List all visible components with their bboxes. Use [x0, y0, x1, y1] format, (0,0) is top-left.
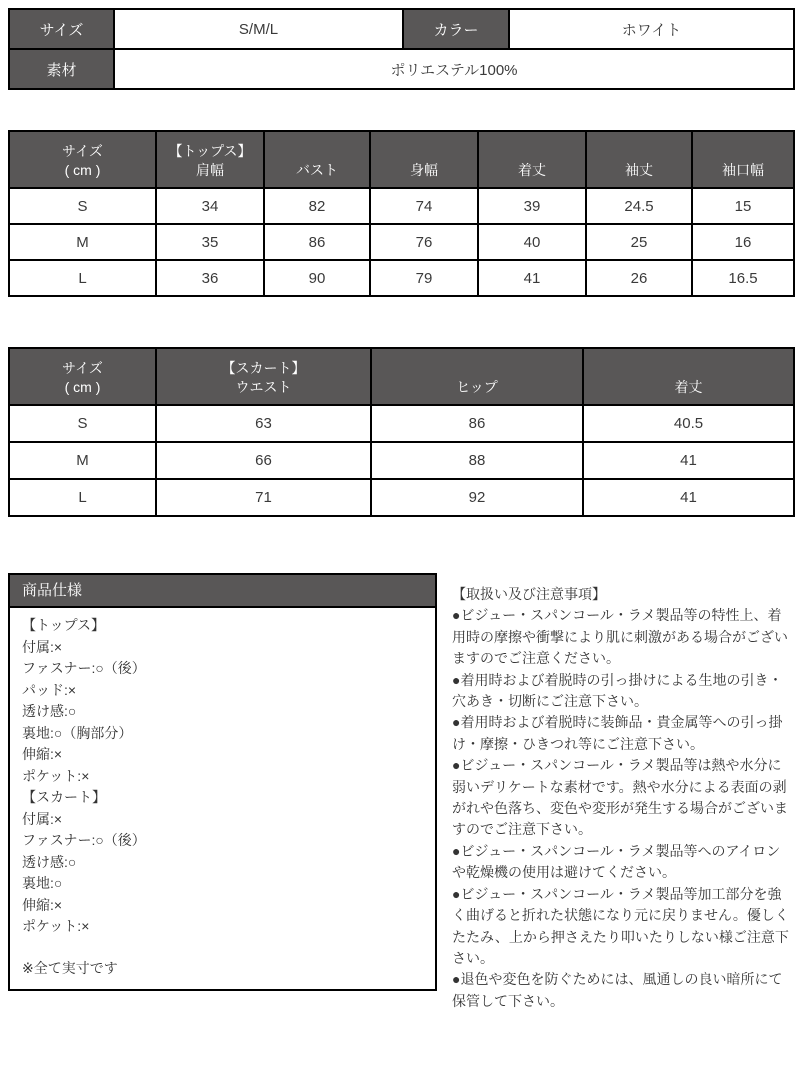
- value-cell: 40.5: [583, 405, 794, 442]
- spec-line: 【トップス】: [22, 617, 106, 633]
- spec-line: 裏地:○（胸部分）: [22, 724, 133, 741]
- skirt-header-size: [9, 348, 156, 405]
- skirt-size-table: [8, 347, 795, 517]
- spec-title-banner: 商品仕様: [8, 573, 437, 608]
- skirt-header-size-line2: ( cm ): [64, 379, 101, 395]
- basic-info-table: [8, 8, 795, 90]
- value-cell: 41: [478, 260, 586, 296]
- material-label-cell: 素材: [9, 49, 114, 89]
- table-row: [9, 405, 794, 442]
- color-value-cell: ホワイト: [509, 9, 794, 49]
- tops-header-bodywidth: 身幅: [370, 131, 478, 188]
- value-cell: 40: [478, 224, 586, 260]
- care-item: ●着用時および着脱時に装飾品・貴金属等への引っ掛け・摩擦・ひきつれ等にご注意下さい。: [452, 714, 783, 752]
- skirt-header-hip: ヒップ: [371, 348, 583, 405]
- spec-line: 透け感:○: [22, 853, 77, 870]
- tops-header-size: [9, 131, 156, 188]
- size-cell: S: [9, 188, 156, 224]
- spec-line: ポケット:×: [22, 918, 90, 934]
- material-value-cell: ポリエステル100%: [114, 49, 794, 89]
- spec-line: 【スカート】: [22, 789, 106, 805]
- size-label-cell: サイズ: [9, 9, 114, 49]
- spec-line: 付属:×: [22, 638, 63, 655]
- value-cell: 39: [478, 188, 586, 224]
- value-cell: 79: [370, 260, 478, 296]
- care-instructions: [452, 573, 793, 1012]
- care-title: 【取扱い及び注意事項】: [452, 586, 606, 602]
- table-row: [9, 9, 794, 49]
- value-cell: 26: [586, 260, 692, 296]
- spec-line: 付属:×: [22, 810, 63, 827]
- spec-line: パッド:×: [22, 681, 77, 698]
- care-item: ●ビジュー・スパンコール・ラメ製品等の特性上、着用時の摩擦や衝撃により肌に刺激がある場合がございますのでご注意ください。: [452, 607, 788, 667]
- value-cell: 82: [264, 188, 370, 224]
- care-item: ●ビジュー・スパンコール・ラメ製品等は熱や水分に弱いデリケートな素材です。熱や水分による表面の剥がれや色落ち、変色や変形が発生する場合がございますのでご注意下さい。: [452, 757, 788, 838]
- table-row: [9, 479, 794, 516]
- spec-line: 裏地:○: [22, 875, 63, 891]
- table-row: [9, 49, 794, 89]
- spec-line: 伸縮:×: [22, 896, 63, 913]
- value-cell: 92: [371, 479, 583, 516]
- skirt-header-length: 着丈: [583, 348, 794, 405]
- table-header-row: [9, 131, 794, 188]
- spec-line: ポケット:×: [22, 767, 90, 784]
- skirt-header-waist-label: ウエスト: [235, 379, 292, 395]
- spec-line: ファスナー:○（後）: [22, 660, 146, 676]
- tops-header-cuff: 袖口幅: [692, 131, 794, 188]
- value-cell: 24.5: [586, 188, 692, 224]
- value-cell: 41: [583, 442, 794, 479]
- value-cell: 25: [586, 224, 692, 260]
- table-row: [9, 442, 794, 479]
- value-cell: 66: [156, 442, 371, 479]
- spec-note: ※全て実寸です: [22, 959, 118, 976]
- tops-header-length: 着丈: [478, 131, 586, 188]
- value-cell: 16.5: [692, 260, 794, 296]
- skirt-header-group-label: 【スカート】: [221, 360, 306, 376]
- tops-header-group-label: 【トップス】: [168, 143, 252, 159]
- value-cell: 74: [370, 188, 478, 224]
- tops-header-shoulder: [156, 131, 264, 188]
- value-cell: 41: [583, 479, 794, 516]
- tops-header-bust: バスト: [264, 131, 370, 188]
- value-cell: 63: [156, 405, 371, 442]
- size-cell: L: [9, 260, 156, 296]
- value-cell: 36: [156, 260, 264, 296]
- spec-line: 透け感:○: [22, 703, 77, 719]
- care-item: ●ビジュー・スパンコール・ラメ製品等加工部分を強く曲げると折れた状態になり元に戻りません。優しくたたみ、上から押さえたり叩いたりしない様ご注意下さい。: [452, 885, 789, 966]
- tops-size-table: [8, 130, 795, 297]
- value-cell: 86: [371, 405, 583, 442]
- value-cell: 35: [156, 224, 264, 260]
- size-cell: M: [9, 442, 156, 479]
- table-row: [9, 224, 794, 260]
- size-cell: L: [9, 479, 156, 516]
- table-row: [9, 188, 794, 224]
- value-cell: 90: [264, 260, 370, 296]
- value-cell: 34: [156, 188, 264, 224]
- size-cell: M: [9, 224, 156, 260]
- value-cell: 88: [371, 442, 583, 479]
- value-cell: 86: [264, 224, 370, 260]
- size-cell: S: [9, 405, 156, 442]
- spec-line: ファスナー:○（後）: [22, 832, 146, 848]
- care-item: ●ビジュー・スパンコール・ラメ製品等へのアイロンや乾燥機の使用は避けてください。: [452, 842, 781, 881]
- table-header-row: [9, 348, 794, 405]
- skirt-header-waist: [156, 348, 371, 405]
- value-cell: 16: [692, 224, 794, 260]
- bottom-section: [8, 573, 793, 1012]
- skirt-header-size-line1: サイズ: [62, 360, 103, 376]
- size-value-cell: S/M/L: [114, 9, 403, 49]
- table-row: [9, 260, 794, 296]
- tops-header-sleeve: 袖丈: [586, 131, 692, 188]
- tops-header-size-line1: サイズ: [62, 143, 103, 159]
- care-item: ●着用時および着脱時の引っ掛けによる生地の引き・穴あき・切断にご注意下さい。: [452, 671, 783, 710]
- care-item: ●退色や変色を防ぐためには、風通しの良い暗所にて保管して下さい。: [452, 971, 783, 1009]
- spec-line: 伸縮:×: [22, 746, 63, 762]
- color-label-cell: カラー: [403, 9, 509, 49]
- tops-header-shoulder-label: 肩幅: [196, 162, 224, 178]
- product-spec-box: [8, 573, 437, 991]
- tops-header-size-line2: ( cm ): [64, 162, 101, 178]
- value-cell: 15: [692, 188, 794, 224]
- value-cell: 71: [156, 479, 371, 516]
- value-cell: 76: [370, 224, 478, 260]
- spec-body: [8, 608, 437, 991]
